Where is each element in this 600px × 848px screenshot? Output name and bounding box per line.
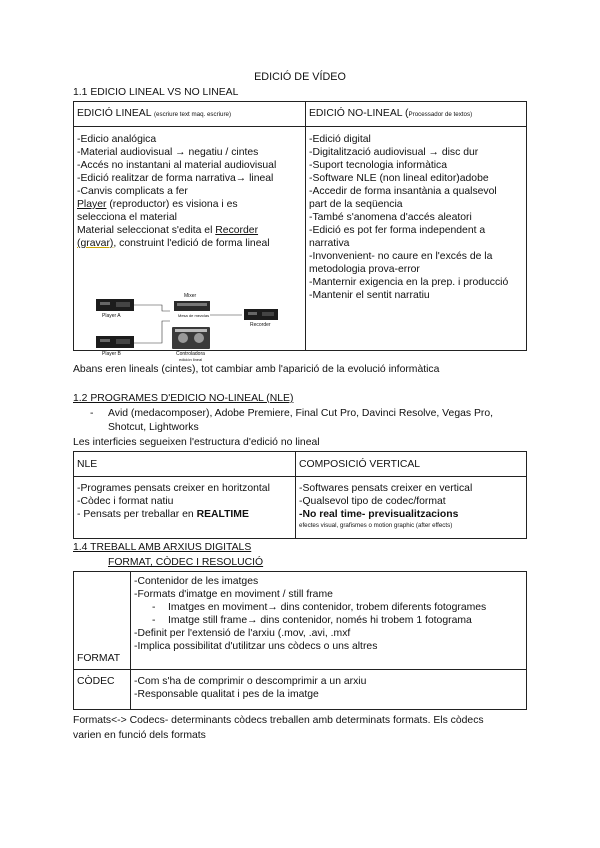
- format-label-cell: [74, 572, 131, 670]
- list-item: -Programes pensats creixer en horitzontal: [77, 483, 270, 494]
- list-item: Material seleccionat s'edita el Recorder: [77, 225, 259, 236]
- label-mixer: Mixer: [184, 293, 197, 299]
- nle-programs-bullet: - Avid (medacomposer), Adobe Premiere, Final Cut Pro, Davinci Resolve, Vegas Pro,: [90, 408, 494, 419]
- list-item: -Material audiovisual → negatiu / cintes: [77, 147, 259, 158]
- header-nle: NLE: [74, 452, 296, 477]
- codec-desc-cell: [131, 670, 527, 710]
- list-item: narrativa: [309, 238, 350, 249]
- list-item: -Softwares pensats creixer en vertical: [299, 483, 473, 494]
- list-item: -Implica possibilitat d'utilitzar uns còdecs o uns altres: [134, 641, 378, 652]
- list-item: -Edició realitzar de forma narrativa→ lineal: [77, 173, 274, 184]
- list-item: -Qualsevol tipo de codec/format: [299, 496, 446, 507]
- nle-programs-bullet-cont: Shotcut, Lightworks: [108, 422, 199, 433]
- list-item: -També s'anomena d'accés aleatori: [309, 212, 472, 223]
- list-item: -Suport tecnologia informàtica: [309, 160, 448, 171]
- paragraph-formats-codecs-cont: varien en funció dels formats: [73, 730, 206, 741]
- list-item: -Invonvenient- no caure en l'excés de la: [309, 251, 493, 262]
- section-heading-1-4: 1.4 TREBALL AMB ARXIUS DIGITALS: [73, 542, 252, 553]
- section-heading-1-2: 1.2 PROGRAMES D'EDICIO NO-LINEAL (NLE): [73, 393, 294, 404]
- list-item: - Pensats per treballar en REALTIME: [77, 509, 249, 520]
- header-vertical: COMPOSICIÓ VERTICAL: [296, 452, 527, 477]
- label-player-a: Player A: [102, 313, 121, 319]
- codec-label: CÒDEC: [77, 676, 115, 687]
- linear-cell: [74, 127, 306, 362]
- nle-vs-vertical-table: [73, 451, 527, 539]
- header-linear: EDICIÓ LINEAL (escriure text maq. escriure): [74, 102, 306, 127]
- paragraph-interfaces: Les interficies segueixen l'estructura d'edició no lineal: [73, 437, 320, 448]
- nle-cell: [74, 477, 296, 539]
- list-item: -Edicio analógica: [77, 134, 157, 145]
- vertical-cell: [296, 477, 527, 539]
- section-heading-1-1: 1.1 EDICIO LINEAL VS NO LINEAL: [73, 87, 239, 98]
- list-item: -Canvis complicats a fer: [77, 186, 188, 197]
- list-item: -Software NLE (non lineal editor)adobe: [309, 173, 489, 184]
- list-item: -Accedir de forma insantània a qualsevol: [309, 186, 497, 197]
- list-item: -Accés no instantani al material audiovisual: [77, 160, 277, 171]
- list-item: -Contenidor de les imatges: [134, 576, 259, 587]
- label-mixer-sub: Mesa de mezclas: [178, 313, 210, 318]
- list-item: selecciona el material: [77, 212, 177, 223]
- label-recorder: Recorder: [250, 322, 271, 328]
- label-controller: Controladora: [176, 351, 205, 357]
- list-item: - Imatge still frame→ dins contenidor, només hi trobem 1 fotograma: [152, 615, 472, 626]
- label-controller-sub: edición lineal: [179, 357, 203, 362]
- list-item: metodologia prova-error: [309, 264, 420, 275]
- page-title: EDICIÓ DE VÍDEO: [254, 71, 346, 83]
- nonlinear-cell: [306, 127, 527, 351]
- header-nonlinear: EDICIÓ NO-LINEAL (Processador de textos): [306, 102, 527, 127]
- format-desc-cell: [131, 572, 527, 670]
- subheading-format-codec: FORMAT, CÒDEC I RESOLUCIÓ: [108, 557, 264, 568]
- list-item: -Mantenir el sentit narratiu: [309, 290, 430, 301]
- format-codec-table: [73, 571, 527, 710]
- paragraph-linear-note: Abans eren lineals (cintes), tot cambiar amb l'aparició de la evolució informàtica: [73, 364, 440, 375]
- list-item: -Responsable qualitat i pes de la imatge: [134, 689, 319, 700]
- list-item: -Manternir exigencia en la prep. i producció: [309, 277, 509, 288]
- paragraph-formats-codecs: Formats<-> Codecs- determinants còdecs treballen amb determinats formats. Els còdecs: [73, 715, 484, 726]
- list-item: -Com s'ha de comprimir o descomprimir a un arxiu: [134, 676, 367, 687]
- list-item: -Formats d'imatge en moviment / still frame: [134, 589, 333, 600]
- list-item: part de la seqüencia: [309, 199, 403, 210]
- list-item: -Definit per l'extensió de l'arxiu (.mov, .avi, .mxf: [134, 628, 351, 639]
- list-item: -Edició es pot fer forma independent a: [309, 225, 486, 236]
- label-player-b: Player B: [102, 351, 121, 357]
- linear-editing-diagram: [82, 293, 297, 373]
- list-item: -Còdec i format natiu: [77, 496, 174, 507]
- list-item: Player (reproductor) es visiona i es: [77, 199, 238, 210]
- list-item: (gravar), construint l'edició de forma lineal: [77, 238, 270, 249]
- list-item: -No real time- previsualitzacions: [299, 509, 459, 520]
- codec-label-cell: [74, 670, 131, 710]
- bullet-dash: -: [90, 408, 94, 419]
- list-item: -Edició digital: [309, 134, 371, 145]
- linear-vs-nonlinear-table: [73, 101, 527, 362]
- format-label: FORMAT: [77, 653, 121, 664]
- list-item: -Digitalització audiovisual → disc dur: [309, 147, 479, 158]
- list-item: efectes visual, grafismes o motion graphic (after effects): [299, 522, 453, 529]
- list-item: - Imatges en moviment→ dins contenidor, trobem diferents fotogrames: [152, 602, 487, 613]
